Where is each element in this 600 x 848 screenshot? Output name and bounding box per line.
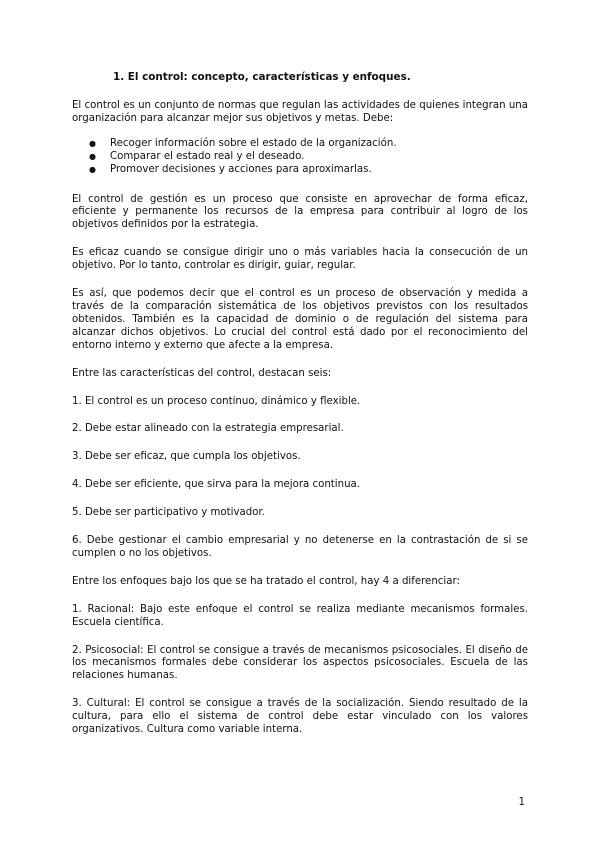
page-number: 1 bbox=[518, 797, 525, 808]
bullet-icon: ● bbox=[89, 138, 96, 148]
asi-paragraph: Es así, que podemos decir que el control es un proceso de observación y medida a través de la comparación sistemática de los objetivos previstos con los resultados obtenidos. También es la capacidad de dominio o de regulación del sistema para alcanzar dichos objetivos. Lo crucial del control está dado por el reconocimiento del entorno interno y externo que afecte a la empresa. bbox=[72, 288, 528, 351]
document-page bbox=[72, 70, 528, 737]
caracteristica-item: 6. Debe gestionar el cambio empresarial y no detenerse en la contrastación de si se cumplen o no los objetivos. bbox=[72, 535, 528, 559]
caracteristica-item: 5. Debe ser participativo y motivador. bbox=[72, 507, 265, 519]
enfoque-item: 2. Psicosocial: El control se consigue a través de mecanismos psicosociales. El diseño de los mecanismos formales debe considerar los aspectos psicosociales. Escuela de las relaciones humanas. bbox=[72, 644, 528, 682]
bullet-icon: ● bbox=[89, 151, 96, 161]
bullet-list bbox=[72, 138, 528, 177]
list-item: ● Comparar el estado real y el deseado. bbox=[89, 150, 305, 162]
caracteristica-item: 4. Debe ser eficiente, que sirva para la mejora continua. bbox=[72, 479, 361, 491]
eficaz-paragraph: Es eficaz cuando se consigue dirigir uno o más variables hacia la consecución de un objetivo. Por lo tanto, controlar es dirigir, guiar, regular. bbox=[72, 247, 528, 272]
enfoque-item: 3. Cultural: El control se consigue a través de la socialización. Siendo resultado de la cultura, para ello el sistema de control debe estar vinculado con los valores organizativos. Cultura como variable interna. bbox=[72, 698, 528, 736]
enfoque-item: 1. Racional: Bajo este enfoque el control se realiza mediante mecanismos formales. Escuela científica. bbox=[72, 603, 528, 628]
caracteristica-item: 3. Debe ser eficaz, que cumpla los objetivos. bbox=[72, 451, 301, 463]
bullet-icon: ● bbox=[89, 164, 96, 174]
caracteristicas-intro: Entre las características del control, destacan seis: bbox=[72, 367, 332, 379]
list-item: ● Promover decisiones y acciones para aproximarlas. bbox=[89, 163, 372, 175]
enfoques-intro: Entre los enfoques bajo los que se ha tratado el control, hay 4 a diferenciar: bbox=[72, 575, 460, 587]
caracteristica-item: 2. Debe estar alineado con la estrategia empresarial. bbox=[72, 423, 344, 435]
list-item: ● Recoger información sobre el estado de la organización. bbox=[89, 137, 397, 149]
caracteristica-item: 1. El control es un proceso continuo, dinámico y flexible. bbox=[72, 395, 361, 407]
section-heading: 1. El control: concepto, características y enfoques. bbox=[113, 71, 411, 83]
intro-paragraph: El control es un conjunto de normas que regulan las actividades de quienes integran una organización para alcanzar mejor sus objetivos y metas. Debe: bbox=[72, 100, 528, 124]
gestion-paragraph: El control de gestión es un proceso que consiste en aprovechar de forma eficaz, eficiente y permanente los recursos de la empresa para contribuir al logro de los objetivos definidos por la estrategia. bbox=[72, 193, 528, 231]
